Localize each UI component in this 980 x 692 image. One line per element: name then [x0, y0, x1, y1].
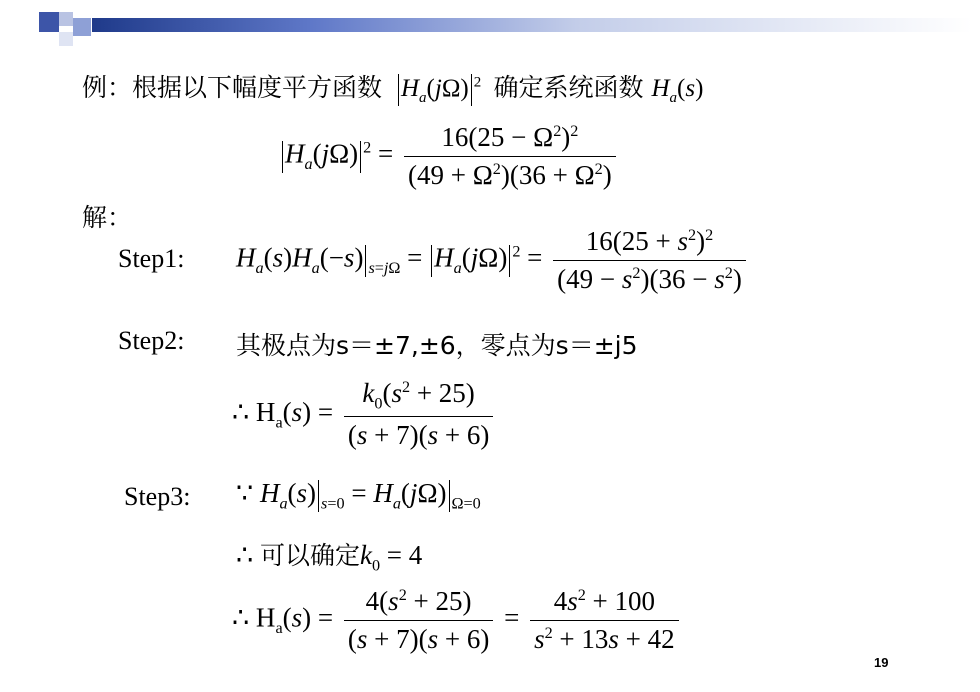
page-number: 19: [874, 655, 889, 670]
step3-label: Step3:: [124, 482, 191, 511]
step2-text: 其极点为s＝±7,±6，零点为s＝±j5: [236, 331, 638, 360]
step3-text: 可以确定: [259, 541, 360, 570]
title-formula: $H_a(j\Omega)$ $^2$: [396, 75, 488, 102]
step3-k0-line: ∴ 可以确定$k_0 = 4$: [236, 540, 423, 575]
deco-square-1: [39, 12, 59, 32]
deco-square-2: [59, 12, 73, 26]
step2-label: Step2:: [118, 326, 185, 355]
header-bar: [92, 18, 972, 32]
title-text: 例：根据以下幅度平方函数: [82, 73, 383, 102]
title-formula-h: $H_a(s)$: [651, 75, 704, 106]
deco-square-4: [59, 32, 73, 46]
final-equation: ∴ $H_a(s)$ = $\frac{4(s^2 + 25)}{(s + 7)(s + 6)}$ = $\frac{4s^2 + 100}{s^2 + 13s + 42}$: [232, 586, 683, 655]
step1-label: Step1:: [118, 244, 185, 273]
step1-equation: $H_a(s)H_a(-s) _{s=j\Omega} = H_a(j\Omega) ^2$ = $\frac{16(25 + s^2)^2}{(49 - s^2)(36 - s^2)}$: [236, 226, 750, 295]
deco-square-3: [73, 18, 91, 36]
step3-condition: ∵ $H_a(s) _{s=0} = H_a(j\Omega)$ $_{\Omega=0}$: [236, 478, 481, 513]
problem-title: [82, 68, 703, 107]
given-equation: $H_a(j\Omega) ^2$ = $\frac{16(25 - \Omega^2)^2}{(49 + \Omega^2)(36 + \Omega^2)}$: [280, 122, 620, 191]
solution-label: 解：: [82, 203, 133, 232]
title-tail-text: 确定系统函数: [493, 73, 644, 102]
step2-equation: ∴ $H_a(s)$ = $\frac{k_0(s^2 + 25)}{(s + 7)(s + 6)}$: [232, 378, 497, 451]
